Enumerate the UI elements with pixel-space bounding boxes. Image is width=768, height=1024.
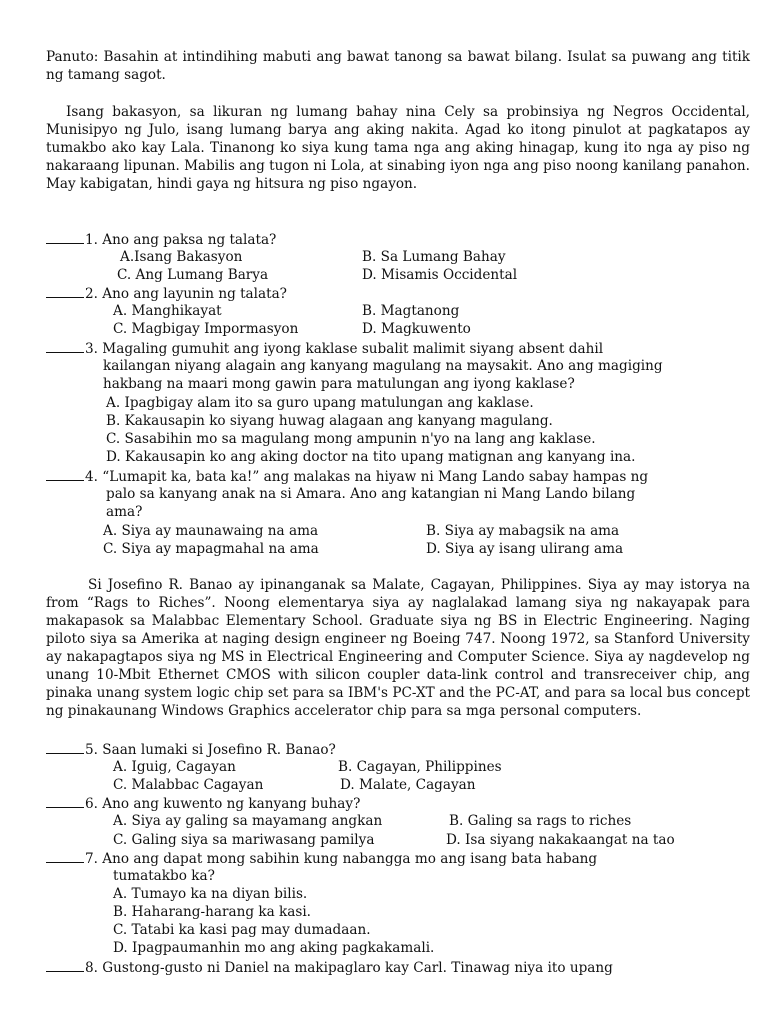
question-5 <box>46 740 750 759</box>
q2-option-a: A. Manghikayat <box>113 303 222 319</box>
q3-option-d: D. Kakausapin ko ang aking doctor na tito upang matignan ang kanyang ina. <box>106 449 636 465</box>
q3-option-a: A. Ipagbigay alam ito sa guro upang matulungan ang kaklase. <box>106 395 534 411</box>
question-4 <box>46 467 750 486</box>
q5-option-b: B. Cagayan, Philippines <box>338 759 502 775</box>
q3-stem-line-2: kailangan niyang alagain ang kanyang magulang na maysakit. Ano ang magiging <box>103 358 663 374</box>
q7-option-d: D. Ipagpaumanhin mo ang aking pagkakamali. <box>113 940 435 956</box>
q2-option-c: C. Magbigay Impormasyon <box>113 321 299 337</box>
q6-option-d: D. Isa siyang nakakaangat na tao <box>446 832 675 848</box>
q3-option-b: B. Kakausapin ko siyang huwag alagaan ang kanyang magulang. <box>106 413 553 429</box>
answer-blank-5[interactable] <box>46 740 84 754</box>
question-2 <box>46 284 750 303</box>
q6-option-b: B. Galing sa rags to riches <box>449 813 632 829</box>
answer-blank-8[interactable] <box>46 958 84 972</box>
q4-stem-line-2: palo sa kanyang anak na si Amara. Ano ang katangian ni Mang Lando bilang <box>106 486 636 502</box>
q7-stem-line-2: tumatakbo ka? <box>113 868 215 884</box>
passage-2: Si Josefino R. Banao ay ipinanganak sa Malate, Cagayan, Philippines. Siya ay may istorya na from “Rags to Riches”. Noong elementarya siya ay naglalakad lamang siya ng nakayapak para makapasok sa Malabbac Elementary School. Graduate siya ng BS in Electric Engineering. Naging piloto siya sa Amerika at naging design engineer ng Boeing 747. Noong 1972, sa Stanford University ay nakapagtapos siya ng MS in Electrical Engineering and Computer Science. Siya ay nagdevelop ng unang 10-Mbit Ethernet CMOS with silicon coupler data-link control and transreceiver chip, ang pinaka unang system logic chip set para sa IBM's PC-XT and the PC-AT, and para sa local bus concept ng pinakaunang Windows Graphics accelerator chip para sa mga personal computers. <box>46 577 750 719</box>
q1-option-a: A.Isang Bakasyon <box>120 249 243 265</box>
question-3 <box>46 339 750 358</box>
question-3-stem: 3. Magaling gumuhit ang iyong kaklase subalit malimit siyang absent dahil <box>85 341 604 357</box>
q4-option-d: D. Siya ay isang ulirang ama <box>426 541 624 557</box>
answer-blank-4[interactable] <box>46 467 84 481</box>
question-6-stem: 6. Ano ang kuwento ng kanyang buhay? <box>85 796 361 812</box>
q2-option-b: B. Magtanong <box>362 303 460 319</box>
answer-blank-7[interactable] <box>46 849 84 863</box>
question-8 <box>46 958 750 977</box>
question-2-stem: 2. Ano ang layunin ng talata? <box>85 286 287 302</box>
answer-blank-3[interactable] <box>46 339 84 353</box>
q3-stem-line-3: hakbang na maari mong gawin para matulungan ang iyong kaklase? <box>103 376 575 392</box>
q1-option-d: D. Misamis Occidental <box>362 267 518 283</box>
question-4-stem: 4. “Lumapit ka, bata ka!” ang malakas na hiyaw ni Mang Lando sabay hampas ng <box>85 469 649 485</box>
q6-option-a: A. Siya ay galing sa mayamang angkan <box>113 813 383 829</box>
q4-option-a: A. Siya ay maunawaing na ama <box>103 523 319 539</box>
q5-option-a: A. Iguig, Cagayan <box>113 759 236 775</box>
answer-blank-2[interactable] <box>46 284 84 298</box>
instructions: Panuto: Basahin at intindihing mabuti ang bawat tanong sa bawat bilang. Isulat sa puwang ang titik ng tamang sagot. <box>46 49 750 83</box>
question-7 <box>46 849 750 868</box>
q4-option-c: C. Siya ay mapagmahal na ama <box>103 541 319 557</box>
question-1 <box>46 230 750 249</box>
q1-option-b: B. Sa Lumang Bahay <box>362 249 506 265</box>
answer-blank-1[interactable] <box>46 230 84 244</box>
q6-option-c: C. Galing siya sa mariwasang pamilya <box>113 832 375 848</box>
question-6 <box>46 794 750 813</box>
passage-1: Isang bakasyon, sa likuran ng lumang bahay nina Cely sa probinsiya ng Negros Occidental, Munisipyo ng Julo, isang lumang barya ang aking nakita. Agad ko itong pinulot at pagkatapos ay tumakbo ako kay Lala. Tinanong ko siya kung tama nga ang aking hinagap, kung ito nga ay piso ng nakaraang lipunan. Mabilis ang tugon ni Lola, at sinabing iyon nga ang piso noong kanilang panahon. May kabigatan, hindi gaya ng hitsura ng piso ngayon. <box>46 104 750 192</box>
q7-option-c: C. Tatabi ka kasi pag may dumadaan. <box>113 922 371 938</box>
question-5-stem: 5. Saan lumaki si Josefino R. Banao? <box>85 742 336 758</box>
q2-option-d: D. Magkuwento <box>362 321 471 337</box>
question-7-stem: 7. Ano ang dapat mong sabihin kung nabangga mo ang isang bata habang <box>85 851 598 867</box>
q5-option-d: D. Malate, Cagayan <box>340 777 476 793</box>
q5-option-c: C. Malabbac Cagayan <box>113 777 264 793</box>
question-8-stem: 8. Gustong-gusto ni Daniel na makipaglaro kay Carl. Tinawag niya ito upang <box>85 960 613 976</box>
answer-blank-6[interactable] <box>46 794 84 808</box>
q4-option-b: B. Siya ay mabagsik na ama <box>426 523 620 539</box>
q7-option-a: A. Tumayo ka na diyan bilis. <box>113 886 308 902</box>
question-1-stem: 1. Ano ang paksa ng talata? <box>85 232 277 248</box>
q1-option-c: C. Ang Lumang Barya <box>117 267 269 283</box>
q3-option-c: C. Sasabihin mo sa magulang mong ampunin n'yo na lang ang kaklase. <box>106 431 596 447</box>
q7-option-b: B. Haharang-harang ka kasi. <box>113 904 311 920</box>
q4-stem-line-3: ama? <box>106 504 143 520</box>
